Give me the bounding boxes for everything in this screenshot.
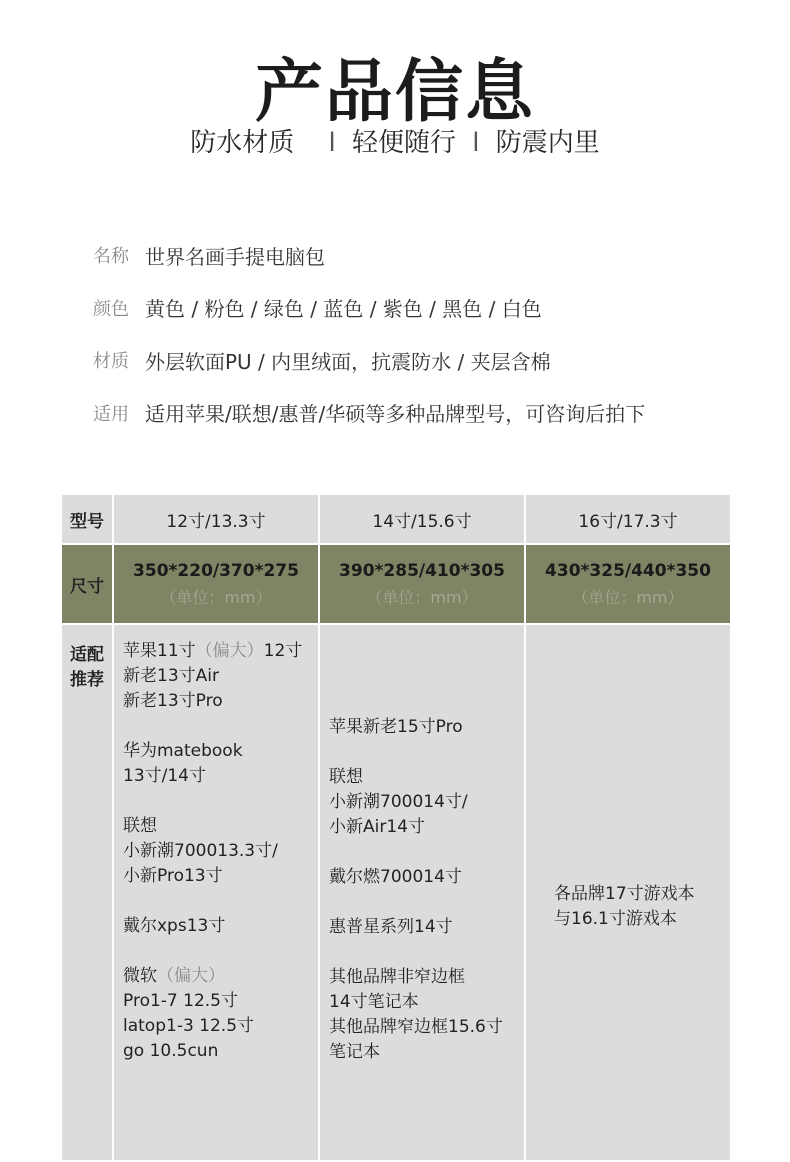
fit-cell xyxy=(319,624,525,1161)
fit-line: 14寸笔记本 xyxy=(329,992,419,1012)
fit-group xyxy=(329,965,524,1065)
fit-line: 戴尔xps13寸 xyxy=(123,916,226,936)
size-value: 390*285/410*305 xyxy=(339,560,505,581)
fit-line xyxy=(123,639,318,664)
info-label: 名称 xyxy=(93,246,129,268)
fit-group xyxy=(123,739,318,789)
feature-separator: l xyxy=(472,128,480,158)
fit-line: 小新潮700013.3寸/ xyxy=(123,841,278,861)
fit-group xyxy=(123,814,318,889)
table-row-fit xyxy=(61,624,731,1161)
fit-list xyxy=(554,882,730,932)
fit-line: 新老13寸Pro xyxy=(123,691,223,711)
table-row-model xyxy=(61,494,731,544)
fit-line: go 10.5cun xyxy=(123,1041,219,1061)
fit-line: 小新Air14寸 xyxy=(329,817,425,837)
fit-line: 联想 xyxy=(329,767,363,787)
info-row-compat xyxy=(93,387,645,440)
info-value: 世界名画手提电脑包 xyxy=(145,244,325,269)
feature-portable: 轻便随行 xyxy=(351,128,456,158)
info-row-name xyxy=(93,229,645,282)
fit-text: 苹果11寸 xyxy=(123,641,196,661)
fit-cell xyxy=(113,624,319,1161)
fit-list xyxy=(114,639,318,1064)
table-row-size xyxy=(61,544,731,624)
size-cell xyxy=(319,544,525,624)
fit-line: 其他品牌非窄边框 xyxy=(329,967,465,987)
size-unit: （单位：mm） xyxy=(572,587,684,607)
model-cell: 12寸/13.3寸 xyxy=(113,494,319,544)
spec-table xyxy=(60,493,732,1162)
info-row-color xyxy=(93,282,645,335)
fit-group xyxy=(123,964,318,1064)
info-value: 黄色 / 粉色 / 绿色 / 蓝色 / 紫色 / 黑色 / 白色 xyxy=(145,297,542,322)
fit-group xyxy=(329,865,524,890)
info-label: 材质 xyxy=(93,351,129,373)
info-label: 适用 xyxy=(93,403,129,425)
fit-line: 小新Pro13寸 xyxy=(123,866,223,886)
feature-shockproof: 防震内里 xyxy=(495,128,600,158)
fit-line: 笔记本 xyxy=(329,1042,380,1062)
size-value: 350*220/370*275 xyxy=(133,560,299,581)
info-list xyxy=(93,229,645,439)
fit-label xyxy=(61,624,113,1161)
fit-line: Pro1-7 12.5寸 xyxy=(123,991,238,1011)
fit-line: 惠普星系列14寸 xyxy=(329,917,453,937)
info-label: 颜色 xyxy=(93,298,129,320)
fit-line: latop1-3 12.5寸 xyxy=(123,1016,255,1036)
size-cell xyxy=(113,544,319,624)
info-value: 适用苹果/联想/惠普/华硕等多种品牌型号，可咨询后拍下 xyxy=(145,402,646,427)
model-label: 型号 xyxy=(61,494,113,544)
size-unit: （单位：mm） xyxy=(366,587,478,607)
fit-group xyxy=(123,639,318,714)
fit-group xyxy=(329,765,524,840)
model-cell: 14寸/15.6寸 xyxy=(319,494,525,544)
fit-label-text: 适配推荐 xyxy=(70,645,104,690)
fit-line: 13寸/14寸 xyxy=(123,766,206,786)
fit-line: 其他品牌窄边框15.6寸 xyxy=(329,1017,503,1037)
fit-line: 新老13寸Air xyxy=(123,666,219,686)
size-value: 430*325/440*350 xyxy=(545,560,711,581)
feature-waterproof: 防水材质 xyxy=(190,128,295,158)
fit-group xyxy=(329,915,524,940)
info-value: 外层软面PU / 内里绒面，抗震防水 / 夹层含棉 xyxy=(145,349,551,374)
feature-line xyxy=(0,122,790,159)
fit-line: 联想 xyxy=(123,816,157,836)
fit-line: 小新潮700014寸/ xyxy=(329,792,468,812)
fit-text: 12寸 xyxy=(263,641,303,661)
size-label: 尺寸 xyxy=(61,544,113,624)
fit-note: （偏大） xyxy=(157,966,225,986)
page-title: 产品信息 xyxy=(254,53,535,132)
fit-text: 微软 xyxy=(123,966,157,986)
fit-line: 各品牌17寸游戏本 xyxy=(554,883,695,904)
size-unit: （单位：mm） xyxy=(160,587,272,607)
model-cell: 16寸/17.3寸 xyxy=(525,494,731,544)
fit-line: 华为matebook xyxy=(123,741,243,761)
fit-cell xyxy=(525,624,731,1161)
fit-line xyxy=(123,964,318,989)
fit-line: 苹果新老15寸Pro xyxy=(329,717,463,737)
info-row-material xyxy=(93,334,645,387)
fit-note: （偏大） xyxy=(195,641,264,661)
fit-line: 与16.1寸游戏本 xyxy=(554,908,677,929)
size-cell xyxy=(525,544,731,624)
fit-list xyxy=(320,715,524,1065)
feature-separator: l xyxy=(328,128,336,158)
fit-group xyxy=(123,914,318,939)
fit-line: 戴尔燃700014寸 xyxy=(329,867,462,887)
fit-group xyxy=(329,715,524,740)
